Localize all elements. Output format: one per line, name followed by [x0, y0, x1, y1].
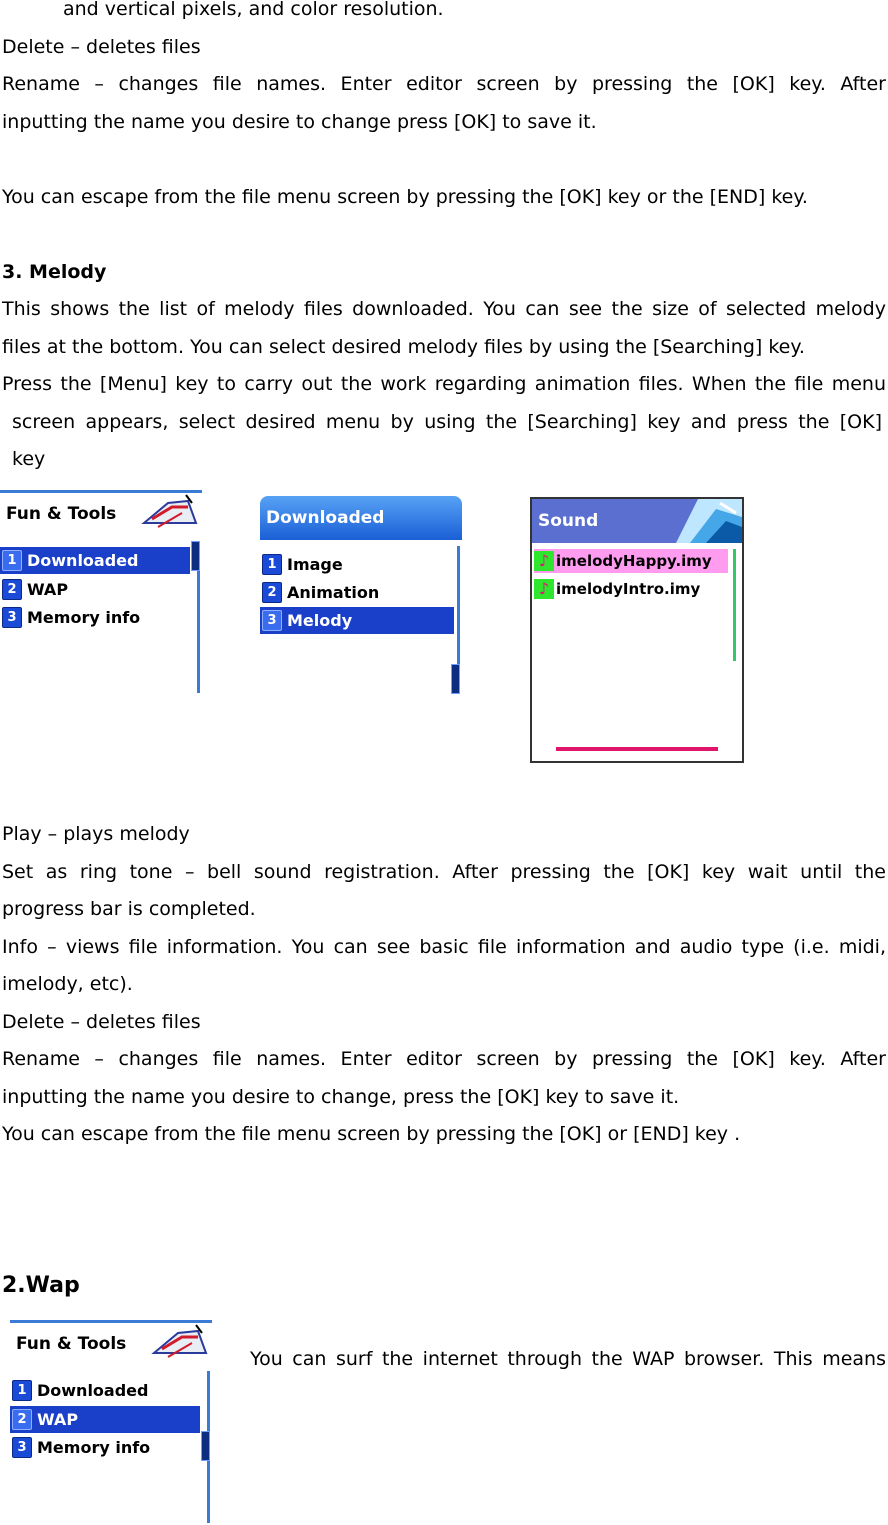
continued-text: and vertical pixels, and color resolution.: [63, 0, 444, 20]
rename-text-1: Rename – changes file names. Enter editor screen by pressing the [OK] key. After: [2, 73, 886, 95]
escape-text: You can escape from the file menu screen by pressing the [OK] key or the [END] key.: [2, 186, 808, 208]
num-badge: 2: [12, 1409, 32, 1430]
downloaded-screen: [260, 496, 462, 696]
music-note-icon: ♪: [534, 579, 554, 599]
menu-label: Memory info: [27, 608, 141, 627]
menu-label: Downloaded: [37, 1381, 149, 1400]
screen-title: [10, 1323, 212, 1365]
scrollbar-thumb[interactable]: [201, 1431, 210, 1461]
info-text-2: imelody, etc).: [2, 973, 133, 995]
menu-item-image[interactable]: [260, 551, 450, 578]
file-label: imelodyIntro.imy: [556, 580, 701, 598]
menu-item-wap[interactable]: [0, 576, 190, 603]
play-text: Play – plays melody: [2, 823, 190, 845]
melody-text-2: files at the bottom. You can select desired melody files by using the [Searching] key.: [2, 336, 805, 358]
rename-text-3: Rename – changes file names. Enter editor screen by pressing the [OK] key. After: [2, 1048, 886, 1070]
file-label: imelodyHappy.imy: [556, 552, 712, 570]
title-text: Fun & Tools: [6, 504, 117, 524]
scrollbar-track[interactable]: [457, 546, 460, 694]
menu-item-memory-info[interactable]: [10, 1434, 200, 1461]
scrollbar-thumb[interactable]: [191, 541, 200, 571]
tools-icon: [148, 1323, 210, 1363]
landscape-icon: [676, 499, 742, 543]
num-badge: 3: [262, 610, 282, 631]
scrollbar-track[interactable]: [733, 549, 736, 661]
melody-text-4: screen appears, select desired menu by using the [Searching] key and press the [OK]: [12, 411, 882, 433]
size-bar: [556, 747, 718, 751]
num-badge: 1: [2, 550, 22, 571]
menu-label: WAP: [37, 1410, 79, 1429]
rename-text-4: inputting the name you desire to change, press the [OK] key to save it.: [2, 1086, 680, 1108]
menu-label: Image: [287, 555, 343, 574]
scrollbar-track[interactable]: [207, 1371, 210, 1523]
fun-tools-screen-2: [10, 1320, 212, 1525]
menu-label: Animation: [287, 583, 380, 602]
num-badge: 3: [2, 607, 22, 628]
tools-icon: [138, 493, 200, 533]
info-text-1: Info – views file information. You can see basic file information and audio type (i.e. midi,: [2, 936, 886, 958]
num-badge: 2: [2, 579, 22, 600]
scrollbar-thumb[interactable]: [451, 664, 460, 694]
screen-title: [0, 493, 202, 535]
rename-text-2: inputting the name you desire to change press [OK] to save it.: [2, 111, 597, 133]
menu-label: WAP: [27, 580, 69, 599]
ring-text-2: progress bar is completed.: [2, 898, 256, 920]
escape-text-2: You can escape from the file menu screen by pressing the [OK] or [END] key .: [2, 1123, 741, 1145]
num-badge: 1: [12, 1380, 32, 1401]
wap-text: You can surf the internet through the WAP browser. This means: [250, 1348, 886, 1370]
melody-text-1: This shows the list of melody files downloaded. You can see the size of selected melody: [2, 298, 886, 320]
menu-item-memory-info[interactable]: [0, 604, 190, 631]
screen-title: [532, 499, 742, 543]
music-note-icon: ♪: [534, 551, 554, 571]
melody-heading: 3. Melody: [2, 261, 107, 283]
menu-item-wap[interactable]: [10, 1406, 200, 1433]
menu-label: Melody: [287, 611, 353, 630]
title-text: Downloaded: [266, 508, 385, 528]
sound-screen: [530, 497, 744, 763]
melody-text-5: key: [12, 448, 46, 470]
ring-text-1: Set as ring tone – bell sound registration. After pressing the [OK] key wait until the: [2, 861, 886, 883]
melody-text-3: Press the [Menu] key to carry out the work regarding animation files. When the file menu: [2, 373, 886, 395]
fun-tools-screen-1: [0, 490, 202, 695]
delete-text-2: Delete – deletes files: [2, 1011, 201, 1033]
menu-item-animation[interactable]: [260, 579, 450, 606]
menu-label: Downloaded: [27, 551, 139, 570]
menu-item-downloaded[interactable]: [0, 547, 190, 574]
title-text: Fun & Tools: [16, 1334, 127, 1354]
num-badge: 1: [262, 554, 282, 575]
num-badge: 3: [12, 1437, 32, 1458]
wap-heading: 2.Wap: [2, 1273, 80, 1298]
menu-label: Memory info: [37, 1438, 151, 1457]
file-item-intro[interactable]: [534, 577, 728, 601]
menu-item-downloaded[interactable]: [10, 1377, 200, 1404]
file-item-happy[interactable]: [534, 549, 728, 573]
delete-text: Delete – deletes files: [2, 36, 201, 58]
scrollbar-track[interactable]: [197, 541, 200, 693]
menu-item-melody[interactable]: [260, 607, 454, 634]
screen-title: [260, 496, 462, 540]
num-badge: 2: [262, 582, 282, 603]
title-text: Sound: [538, 511, 599, 531]
